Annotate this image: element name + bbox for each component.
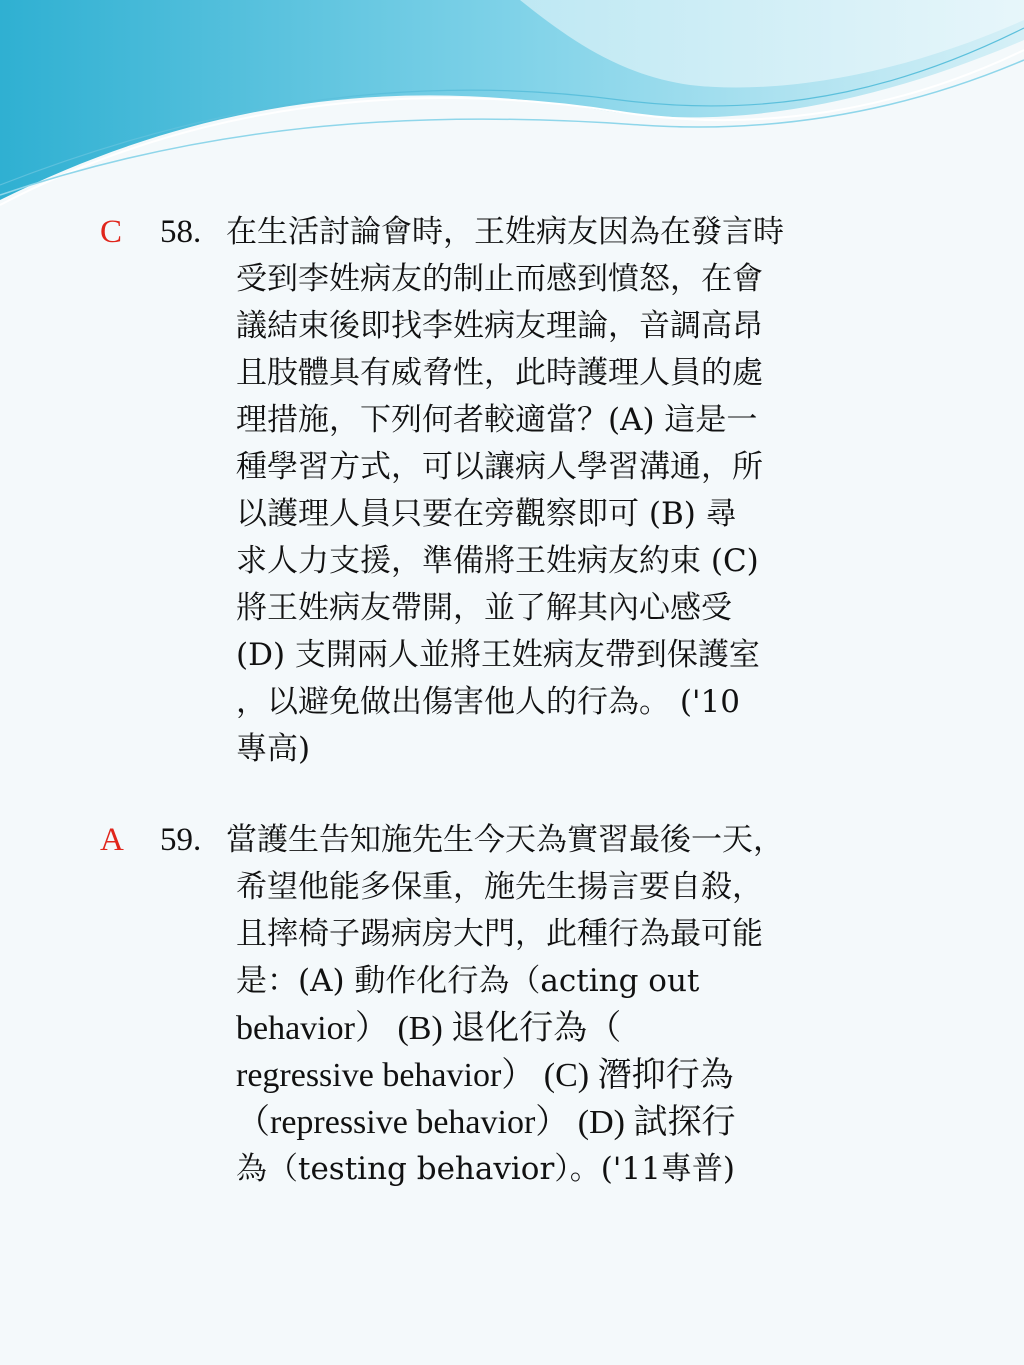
question-line: 將王姓病友帶開，並了解其內心感受 <box>236 590 732 626</box>
decorative-wave-header <box>0 0 1024 220</box>
question-line: 為（testing behavior）。('11專普) <box>236 1151 735 1187</box>
question-line: 在生活討論會時，王姓病友因為在發言時 <box>226 214 784 250</box>
question-line: regressive behavior） (C) 潛抑行為 <box>236 1057 734 1094</box>
question-number: 59. <box>160 822 202 858</box>
question-line: ，以避免做出傷害他人的行為。 ('10 <box>236 684 740 720</box>
question-line: 專高) <box>236 731 311 767</box>
question-line: 種學習方式，可以讓病人學習溝通，所 <box>236 449 763 485</box>
question-line: 議結束後即找李姓病友理論，音調高昂 <box>236 308 763 344</box>
question-line: 求人力支援，準備將王姓病友約束 (C) <box>236 543 759 579</box>
question-line: 是：(A) 動作化行為（acting out <box>236 963 700 999</box>
question-line: 希望他能多保重，施先生揚言要自殺， <box>236 869 763 905</box>
question-line: 當護生告知施先生今天為實習最後一天， <box>226 822 784 858</box>
question-line: 受到李姓病友的制止而感到憤怒，在會 <box>236 261 763 297</box>
answer-key: C <box>100 214 123 250</box>
question-line: 以護理人員只要在旁觀察即可 (B) 尋 <box>236 496 737 532</box>
question-line: behavior） (B) 退化行為（ <box>236 1010 622 1047</box>
answer-key: A <box>100 822 124 858</box>
question-line: 理措施，下列何者較適當？(A) 這是一 <box>236 402 758 438</box>
question-line: 且摔椅子踢病房大門，此種行為最可能 <box>236 916 763 952</box>
question-number: 58. <box>160 214 202 250</box>
question-line: (D) 支開兩人並將王姓病友帶到保護室 <box>236 637 760 673</box>
question-line: 且肢體具有威脅性，此時護理人員的處 <box>236 355 763 391</box>
question-line: （repressive behavior） (D) 試探行 <box>236 1104 736 1141</box>
